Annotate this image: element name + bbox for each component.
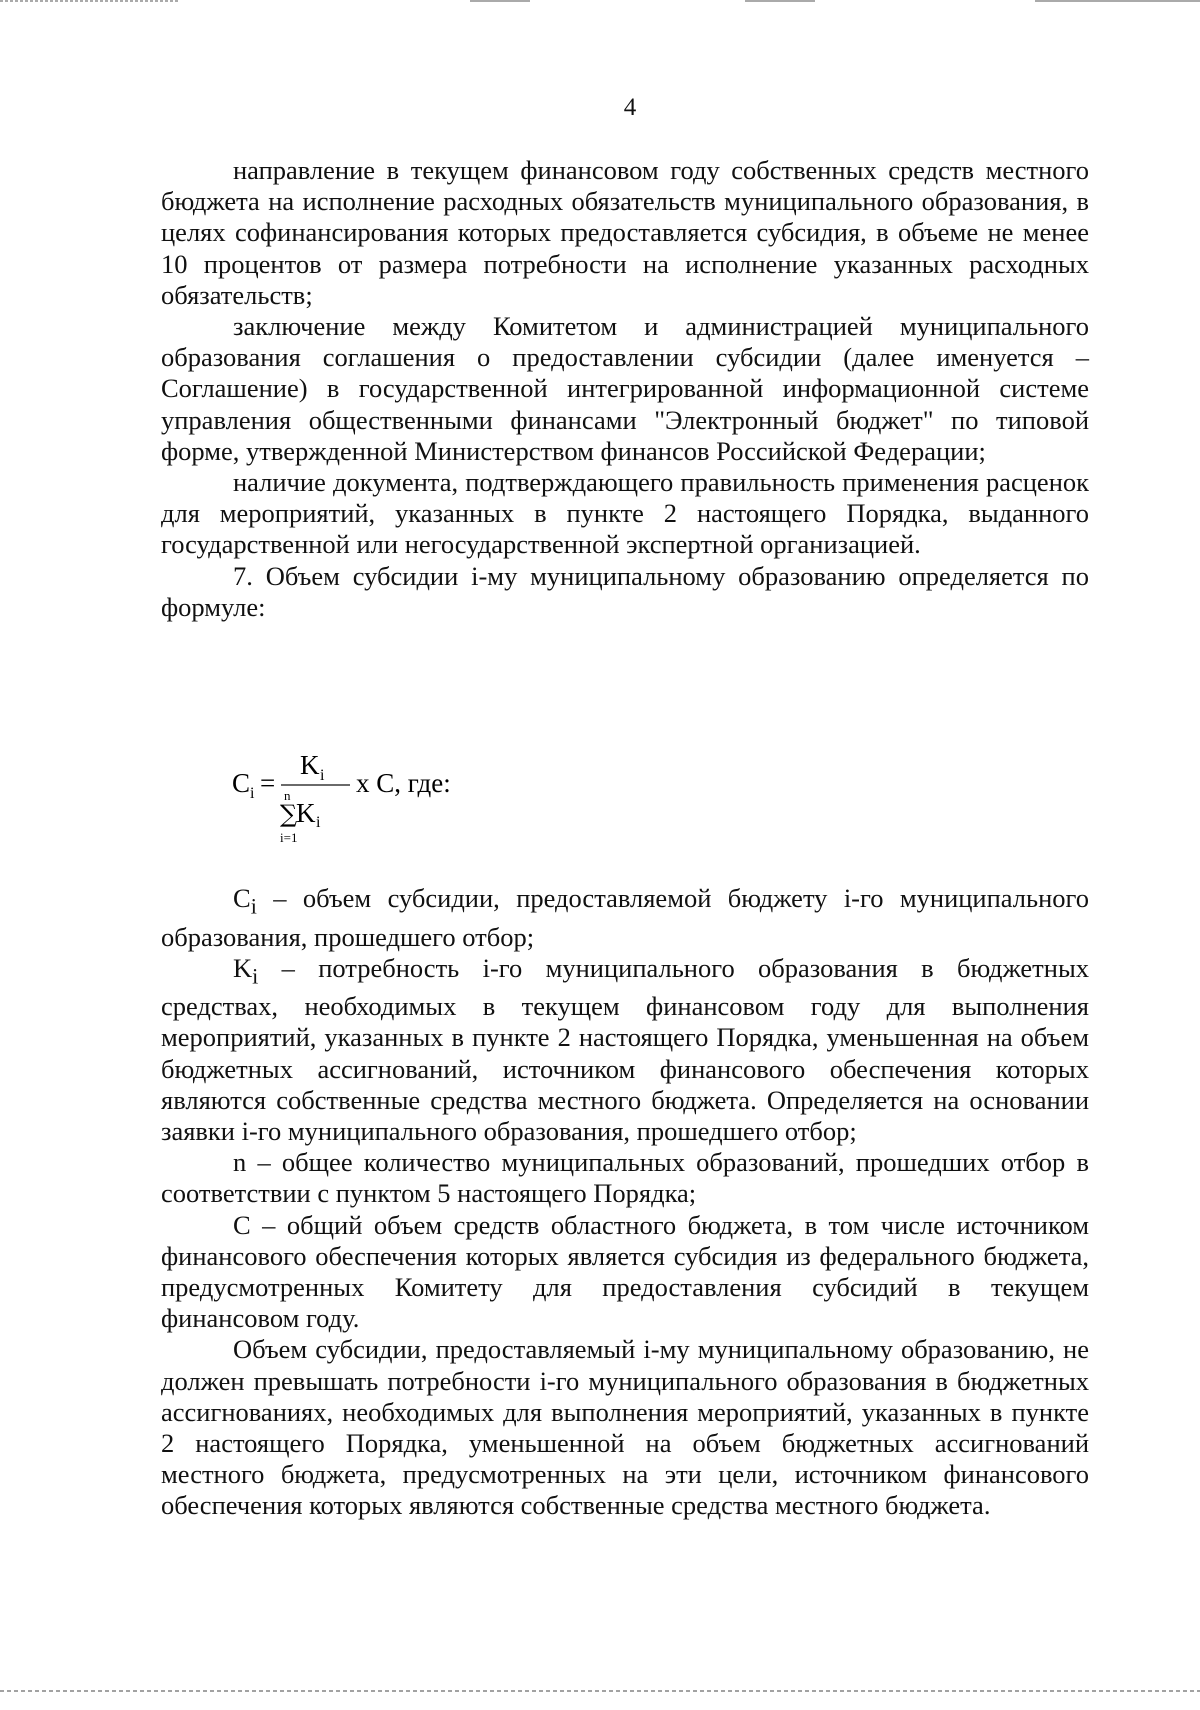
definition-symbol: n: [233, 1147, 247, 1178]
formula-lhs-sub: i: [250, 785, 255, 802]
definition-symbol: K: [233, 952, 253, 983]
paragraph-subsidy-limit: Объем субсидии, предоставляемый i-му муниципальному образованию, не должен превышать потребности i-го муниципального образования в бюджетных ассигнованиях, необходимых для выполнения мероприятий, указанных в пункте 2 настоящего Порядка, уменьшенной на объем бюджетных ассигнований местного бюджета, предусмотренных на эти цели, источником финансового обеспечения которых являются собственные средства местного бюджета.: [161, 1334, 1089, 1521]
sum-lower-limit: i=1: [280, 830, 298, 845]
definition-text: – потребность i-го муниципального образования в бюджетных средствах, необходимых в текущем финансовом году для выполнения мероприятий, указанных в пункте 2 настоящего Порядка, уменьшенная на объем бюджетных ассигнований, источником финансового обеспечения которых являются собственные средства местного бюджета. Определяется на основании заявки i-го муниципального образования, прошедшего отбор;: [161, 952, 1089, 1147]
definition-text: – объем субсидии, предоставляемой бюджету i-го муниципального образования, прошедшего отбор;: [161, 883, 1089, 952]
paragraph-agreement: заключение между Комитетом и администрацией муниципального образования соглашения о предоставлении субсидии (далее именуется – Соглашение) в государственной интегрированной информационной системе управления общественными финансами "Электронный бюджет" по типовой форме, утвержденной Министерством финансов Российской Федерации;: [161, 311, 1089, 466]
sum-upper-limit: n: [284, 788, 291, 803]
body-text-top: [161, 155, 1089, 623]
paragraph-own-funds: направление в текущем финансовом году собственных средств местного бюджета на исполнение расходных обязательств муниципального образования, в целях софинансирования которых предоставляется субсидия, в объеме не менее 10 процентов от размера потребности на исполнение указанных расходных обязательств;: [161, 155, 1089, 310]
definition-symbol: С: [233, 1209, 251, 1240]
sum-symbol: ∑: [280, 800, 298, 828]
subsidy-formula: [232, 750, 492, 850]
definition-ci: [161, 883, 1089, 953]
page-number: 4: [623, 94, 637, 121]
definition-text: – общее количество муниципальных образований, прошедших отбор в соответствии с пунктом 5 настоящего Порядка;: [161, 1147, 1089, 1209]
paragraph-formula-intro: 7. Объем субсидии i-му муниципальному образованию определяется по формуле:: [161, 560, 1089, 622]
definition-symbol-sub: i: [252, 963, 259, 988]
definition-symbol-sub: i: [250, 893, 257, 919]
scan-edge-top: [0, 0, 1200, 3]
definition-symbol: C: [233, 883, 251, 913]
paragraph-expertise-document: наличие документа, подтверждающего правильность применения расценок для мероприятий, указанных в пункте 2 настоящего Порядка, выданного государственной или негосударственной экспертной организацией.: [161, 467, 1089, 560]
formula-denominator: K: [296, 798, 316, 828]
formula-equals: =: [260, 768, 276, 798]
formula-tail: x C, где:: [356, 768, 451, 798]
formula-graphic: [232, 750, 492, 850]
body-text-bottom: [161, 883, 1089, 1522]
definition-text: – общий объем средств областного бюджета, в том числе источником финансового обеспечения которых является субсидия из федерального бюджета, предусмотренных Комитету для предоставления субсидий в текущем финансовом году.: [161, 1209, 1089, 1334]
formula-numerator: K: [300, 750, 320, 780]
formula-lhs: C: [232, 768, 251, 798]
formula-numerator-sub: i: [320, 767, 325, 784]
definition-n: [161, 1147, 1089, 1209]
formula-denominator-sub: i: [316, 814, 321, 831]
definition-c: [161, 1210, 1089, 1335]
scan-edge-bottom: [0, 1690, 1200, 1692]
definition-ki: [161, 953, 1089, 1148]
